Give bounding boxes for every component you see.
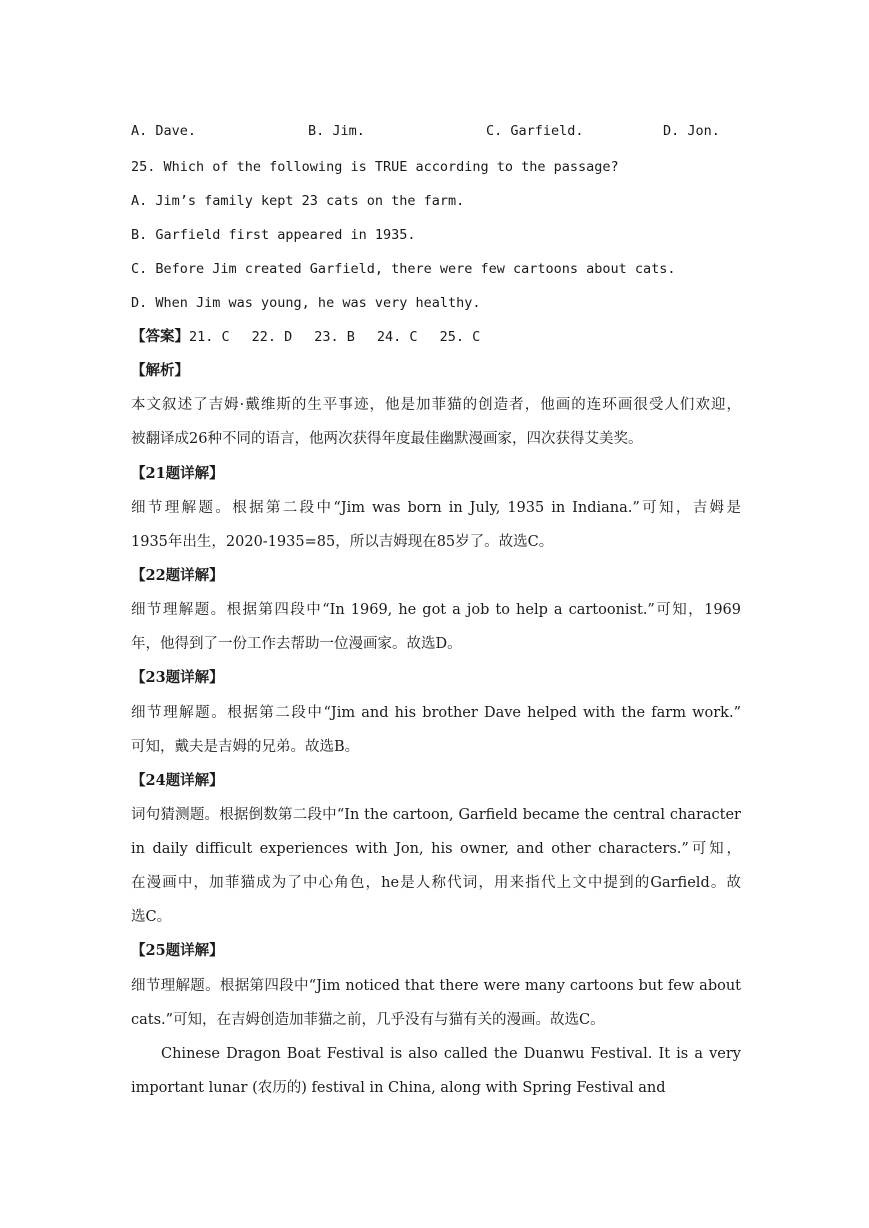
passage-line: important lunar (农历的) festival in China, along with Spring Festival and <box>131 1080 666 1096</box>
q25-question: 25. Which of the following is TRUE according to the passage? <box>131 159 619 175</box>
answer-row <box>131 327 741 347</box>
passage-line: Chinese Dragon Boat Festival is also called the Duanwu Festival. It is a very <box>161 1046 741 1062</box>
detail-25-line: cats.”可知，在吉姆创造加菲猫之前，几乎没有与猫有关的漫画。故选C。 <box>131 1012 605 1028</box>
detail-21-label: 【21题详解】 <box>131 465 224 482</box>
detail-24-line: 在漫画中，加菲猫成为了中心角色，he是人称代词，用来指代上文中提到的Garfield。故 <box>131 875 741 891</box>
analysis-line: 被翻译成26种不同的语言，他两次获得年度最佳幽默漫画家，四次获得艾美奖。 <box>131 431 643 447</box>
answer-item: 23. B <box>314 329 355 345</box>
q24-option-d: D. Jon. <box>663 123 720 139</box>
answer-label: 【答案】 <box>131 328 189 345</box>
q25-option-a: A. Jim’s family kept 23 cats on the farm. <box>131 193 465 209</box>
detail-24-line: 词句猜测题。根据倒数第二段中“In the cartoon, Garfield became the central character <box>131 807 741 823</box>
detail-24-label: 【24题详解】 <box>131 772 224 789</box>
detail-22-line: 年，他得到了一份工作去帮助一位漫画家。故选D。 <box>131 636 462 652</box>
q25-option-c: C. Before Jim created Garfield, there were few cartoons about cats. <box>131 261 676 277</box>
q24-option-c: C. Garfield. <box>486 123 584 139</box>
detail-22-label: 【22题详解】 <box>131 567 224 584</box>
answer-item: 21. C <box>189 329 230 345</box>
detail-24-line: 选C。 <box>131 909 172 925</box>
analysis-label: 【解析】 <box>131 362 189 379</box>
detail-25-line: 细节理解题。根据第四段中“Jim noticed that there were many cartoons but few about <box>131 978 741 994</box>
analysis-line: 本文叙述了吉姆·戴维斯的生平事迹，他是加菲猫的创造者，他画的连环画很受人们欢迎， <box>131 397 741 413</box>
detail-23-label: 【23题详解】 <box>131 669 224 686</box>
detail-21-line: 细节理解题。根据第二段中“Jim was born in July, 1935 in Indiana.”可知，吉姆是 <box>131 500 741 516</box>
answer-item: 25. C <box>439 329 481 345</box>
answer-item: 22. D <box>251 329 293 345</box>
detail-23-line: 细节理解题。根据第二段中“Jim and his brother Dave helped with the farm work.” <box>131 705 741 721</box>
q24-option-a: A. Dave. <box>131 123 197 139</box>
q25-option-d: D. When Jim was young, he was very healthy. <box>131 295 481 311</box>
q24-option-b: B. Jim. <box>308 123 365 139</box>
detail-25-label: 【25题详解】 <box>131 942 224 959</box>
answer-item: 24. C <box>376 329 418 345</box>
detail-24-line: in daily difficult experiences with Jon, his owner, and other characters.”可知， <box>131 841 741 857</box>
q25-option-b: B. Garfield first appeared in 1935. <box>131 227 416 243</box>
detail-21-line: 1935年出生，2020-1935=85，所以吉姆现在85岁了。故选C。 <box>131 534 554 550</box>
detail-23-line: 可知，戴夫是吉姆的兄弟。故选B。 <box>131 739 360 755</box>
detail-22-line: 细节理解题。根据第四段中“In 1969, he got a job to help a cartoonist.”可知，1969 <box>131 602 741 618</box>
